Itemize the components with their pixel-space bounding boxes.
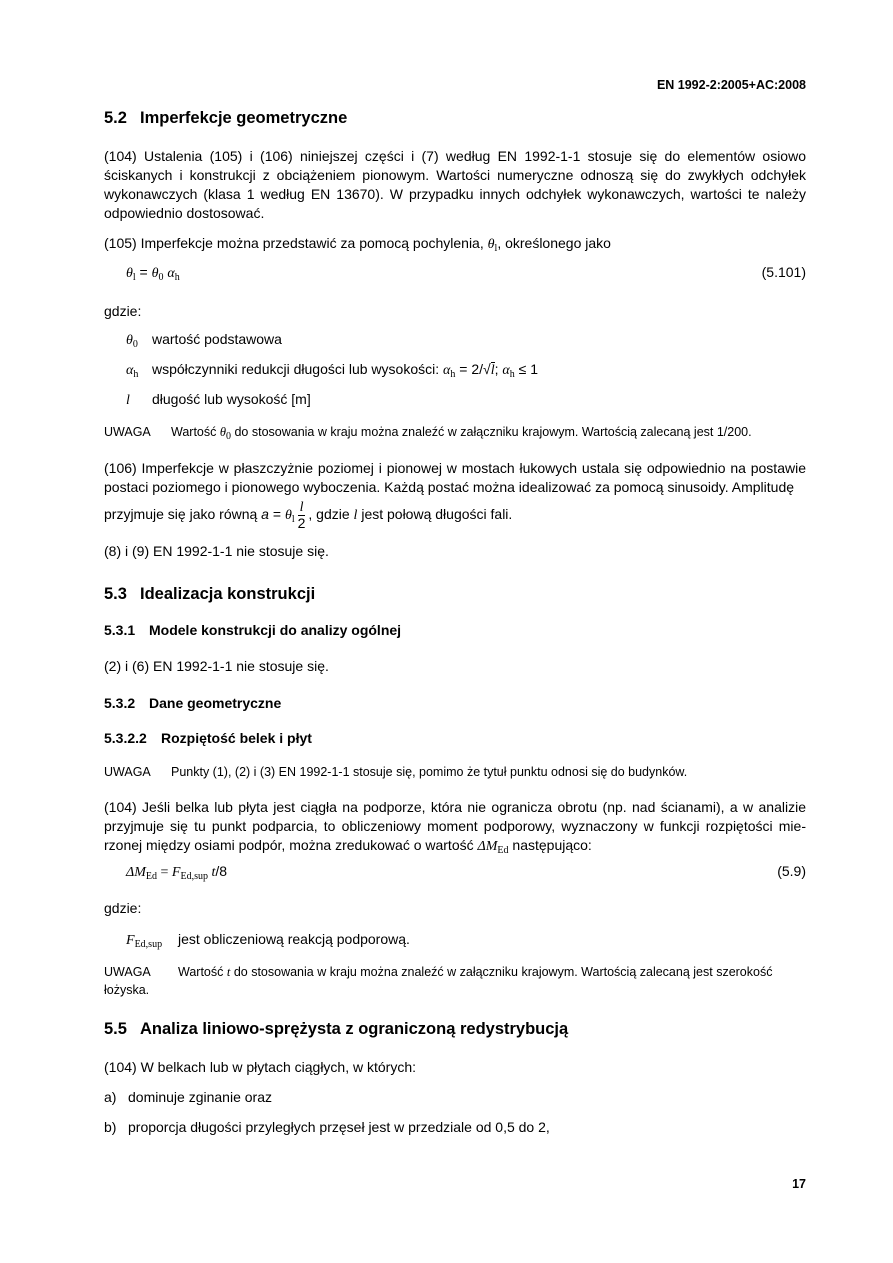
fraction-denominator: 2 (297, 515, 306, 531)
def-semi: ; (494, 361, 503, 377)
note-text: Punkty (1), (2) i (3) EN 1992-1-1 stosuje się, pomimo że tytuł punktu odnosi się do budynków. (171, 765, 688, 779)
section-5-2-heading (104, 109, 347, 128)
eq-sub-0: 0 (158, 272, 164, 283)
p106-l: l (353, 508, 358, 524)
p104-text: (104) Jeśli belka lub płyta jest ciągła na podporze, która nie ogranicza obrotu (np. nad ścianami), a w analizie przyjmuje się tu punkt podparcia, to obliczeniowy moment podporowy, wyznaczony w funkcji rozpiętości mie-rzonej między osiami podpór, można zredukować o wartość (104, 799, 806, 853)
definition-l (126, 391, 311, 409)
note-tag: UWAGA (104, 425, 151, 439)
def-symbol: l (126, 393, 130, 408)
p106-text-c: jest połową długości fali. (357, 506, 513, 523)
definition-theta0 (126, 331, 282, 350)
list-item-a (104, 1089, 272, 1105)
eq-t: t (207, 865, 216, 880)
p106-theta: θ (284, 508, 292, 524)
section-5-3-heading (104, 585, 315, 604)
eq-sub-l: l (132, 272, 136, 283)
theta-subscript: l (494, 243, 498, 254)
fraction-numerator: l (299, 500, 304, 515)
section-title: Idealizacja konstrukcji (140, 585, 316, 603)
eq-equals: = (157, 865, 172, 880)
section-title: Modele konstrukcji do analizy ogólnej (149, 622, 402, 638)
paragraph-104-beams (104, 798, 806, 860)
note-tag: UWAGA (104, 965, 151, 979)
p104-delta-m: ΔM (477, 839, 498, 854)
section-title: Rozpiętość belek i płyt (161, 730, 312, 746)
p106-theta-sub: l (291, 514, 295, 526)
def-symbol: F (126, 933, 135, 948)
list-marker: b) (104, 1119, 117, 1135)
note-text-a: Wartość (171, 425, 220, 439)
p105-text-a: (105) Imperfekcje można przedstawić za pomocą pochylenia, (104, 235, 488, 251)
paragraph-104: (104) Ustalenia (105) i (106) niniejszej części i (7) według EN 1992-1-1 stosuje się do elementów osiowo ściskanych i konstrukcji z obciążeniem pionowym. Wartości numeryczne odnoszą się do zwykłych odchyłek wykonawczych (klasa 1 według EN 13670). W przypadku innych odchyłek wykonawczych, wartości te należy odpowiednio dostosować. (104, 148, 806, 221)
eq-sub-h: h (174, 272, 180, 283)
where-label: gdzie: (104, 303, 142, 319)
note-text-b: do stosowania w kraju można znaleźć w załączniku krajowym. Wartością zalecaną jest szerokość łożyska. (104, 965, 773, 997)
eq-f-sub: Ed,sup (180, 871, 208, 882)
p106-text-a: przyjmuje się jako równą (104, 506, 262, 523)
theta-symbol: θ (487, 237, 495, 252)
section-5-3-2-2-heading (104, 730, 312, 746)
def-le: ≤ 1 (514, 361, 538, 377)
note-theta-sub: 0 (226, 431, 231, 442)
def-subscript: h (133, 369, 139, 380)
section-title: Imperfekcje geometryczne (140, 109, 348, 127)
eq-theta: θ (126, 266, 133, 281)
section-number: 5.5 (104, 1020, 127, 1038)
def-alpha2: α (502, 363, 510, 378)
definition-f-ed-sup (126, 931, 410, 950)
def-alpha-sub: h (450, 369, 456, 380)
eq-theta0: θ (151, 266, 159, 281)
definition-alpha-h (126, 361, 538, 380)
section-number: 5.3.1 (104, 622, 136, 638)
def-alpha: α (443, 363, 451, 378)
note-1 (104, 425, 752, 442)
def-text: długość lub wysokość [m] (152, 391, 311, 407)
where-label: gdzie: (104, 900, 142, 916)
def-alpha2-sub: h (509, 369, 515, 380)
page-number: 17 (792, 1177, 806, 1191)
paragraph-105 (104, 234, 806, 258)
equation-number: (5.101) (761, 264, 806, 280)
p104-text-end: następująco: (508, 837, 592, 853)
eq-delta-sub: Ed (145, 871, 157, 882)
fraction-l-over-2 (298, 500, 306, 531)
paragraph-2-6: (2) i (6) EN 1992-1-1 nie stosuje się. (104, 658, 329, 674)
section-title: Analiza liniowo-sprężysta z ograniczoną redystrybucją (140, 1020, 569, 1038)
def-eq: = 2/√ (455, 361, 491, 377)
list-text: proporcja długości przyległych przęseł jest w przedziale od 0,5 do 2, (128, 1119, 550, 1135)
def-subscript: Ed,sup (134, 939, 163, 950)
equation-5-9 (126, 863, 227, 882)
def-symbol: θ (126, 333, 133, 348)
eq-rest: /8 (215, 863, 228, 879)
section-number: 5.3.2.2 (104, 730, 147, 746)
def-l: l (490, 363, 495, 378)
paragraph-106-formula (104, 500, 512, 531)
def-text: wartość podstawowa (152, 331, 282, 347)
eq-f: F (171, 865, 181, 880)
eq-equals: = (135, 264, 152, 280)
def-text: współczynniki redukcji długości lub wysokości: (152, 361, 444, 377)
section-number: 5.3 (104, 585, 127, 603)
section-number: 5.3.2 (104, 695, 136, 711)
section-5-3-1-heading (104, 622, 401, 638)
p106-eq: = (268, 506, 285, 523)
paragraph-8-9: (8) i (9) EN 1992-1-1 nie stosuje się. (104, 543, 329, 559)
section-5-3-2-heading (104, 695, 281, 711)
list-text: dominuje zginanie oraz (128, 1089, 272, 1105)
note-text-b: do stosowania w kraju można znaleźć w załączniku krajowym. Wartością zalecaną jest 1/200. (231, 425, 752, 439)
p106-text-b: , gdzie (308, 506, 354, 523)
eq-delta-m: ΔM (126, 865, 146, 880)
paragraph-104-continuous: (104) W belkach lub w płytach ciągłych, w których: (104, 1059, 417, 1075)
section-number: 5.2 (104, 109, 127, 127)
note-text-a: Wartość (178, 965, 227, 979)
paragraph-106: (106) Imperfekcje w płaszczyżnie poziomej i pionowej w mostach łukowych ustala się odpowiednio na postawie postaci poziomego i pionowego wyboczenia. Każdą postać można idealizować za pomocą sinusoidy. Amplitudę (104, 460, 806, 495)
list-item-b (104, 1119, 550, 1135)
list-marker: a) (104, 1089, 117, 1105)
section-5-5-heading (104, 1020, 568, 1039)
def-text: jest obliczeniową reakcją podporową. (178, 931, 410, 947)
def-symbol: α (126, 363, 134, 378)
note-3 (104, 963, 806, 999)
p106-a: a (261, 506, 269, 523)
section-title: Dane geometryczne (149, 695, 282, 711)
eq-alpha: α (167, 266, 175, 281)
note-theta: θ (219, 425, 226, 439)
def-subscript: 0 (132, 339, 138, 350)
equation-5-101 (126, 264, 180, 283)
p104-delta-sub: Ed (497, 845, 509, 856)
note-tag: UWAGA (104, 765, 151, 779)
equation-number: (5.9) (777, 863, 806, 879)
p105-text-b: , określonego jako (497, 235, 611, 251)
note-2 (104, 765, 687, 779)
note-t: t (226, 965, 231, 979)
document-header: EN 1992-2:2005+AC:2008 (656, 78, 806, 92)
